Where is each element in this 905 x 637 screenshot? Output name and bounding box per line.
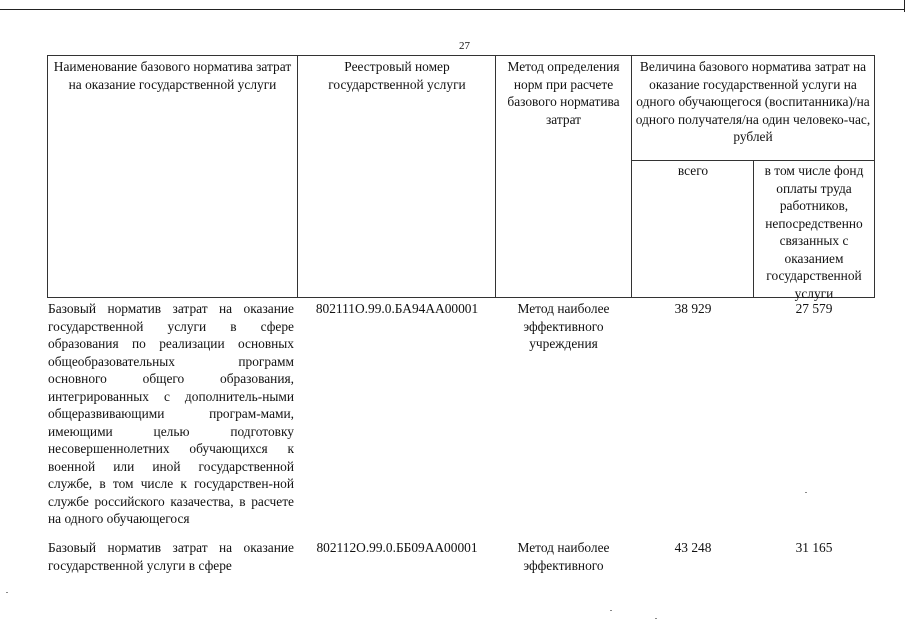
col-border-3 <box>631 55 632 298</box>
col-border-1 <box>297 55 298 298</box>
header-name: Наименование базового норматива затрат на оказание государственной услуги <box>53 59 292 92</box>
header-bottom-border <box>47 297 875 298</box>
row1-method: Метод наиболее эффективного учреждения <box>517 301 610 351</box>
header-value-group: Величина базового норматива затрат на оказание государственной услуги на одного обучающегося (воспитанника)/на одного получателя/на один человеко-час, рублей <box>635 59 871 144</box>
col-border-2 <box>495 55 496 298</box>
row2-total: 43 248 <box>674 540 712 555</box>
scan-speck <box>6 592 8 593</box>
row2-name: Базовый норматив затрат на оказание государственной услуги в сфере <box>48 540 294 573</box>
row1-total: 38 929 <box>674 301 712 316</box>
header-registry: Реестровый номер государственной услуги <box>328 59 466 92</box>
header-total: всего <box>677 163 709 178</box>
row2-method: Метод наиболее эффективного <box>517 540 610 573</box>
row1-incl: 27 579 <box>795 301 833 316</box>
row2-incl: 31 165 <box>795 540 833 555</box>
row1-name: Базовый норматив затрат на оказание государственной услуги в сфере образования по реализации основных общеобразовательных программ основного общего образования, интегрированных с дополнитель-ными общеразвивающими програм-мами, имеющими целью подготовку несовершеннолетних обучающихся к военной или иной государственной службе, в том числе к государствен-ной службе российского казачества, в расчете на одного обучающегося <box>48 301 294 526</box>
scan-speck <box>655 618 657 619</box>
col-border-4 <box>753 160 754 298</box>
row1-registry: 802111О.99.0.БА94АА00001 <box>315 301 479 316</box>
row2-registry: 802112О.99.0.ББ09АА00001 <box>316 540 478 555</box>
header-incl: в том числе фонд оплаты труда работников, непосредственно связанных с оказанием государственной услуги <box>764 163 864 301</box>
page-number: 27 <box>459 40 470 52</box>
scan-speck <box>805 492 807 493</box>
table-top-border <box>47 55 875 56</box>
scan-speck <box>610 610 612 611</box>
col-border-left <box>47 55 48 298</box>
col-border-right <box>874 55 875 298</box>
header-method: Метод определения норм при расчете базового норматива затрат <box>507 59 620 127</box>
